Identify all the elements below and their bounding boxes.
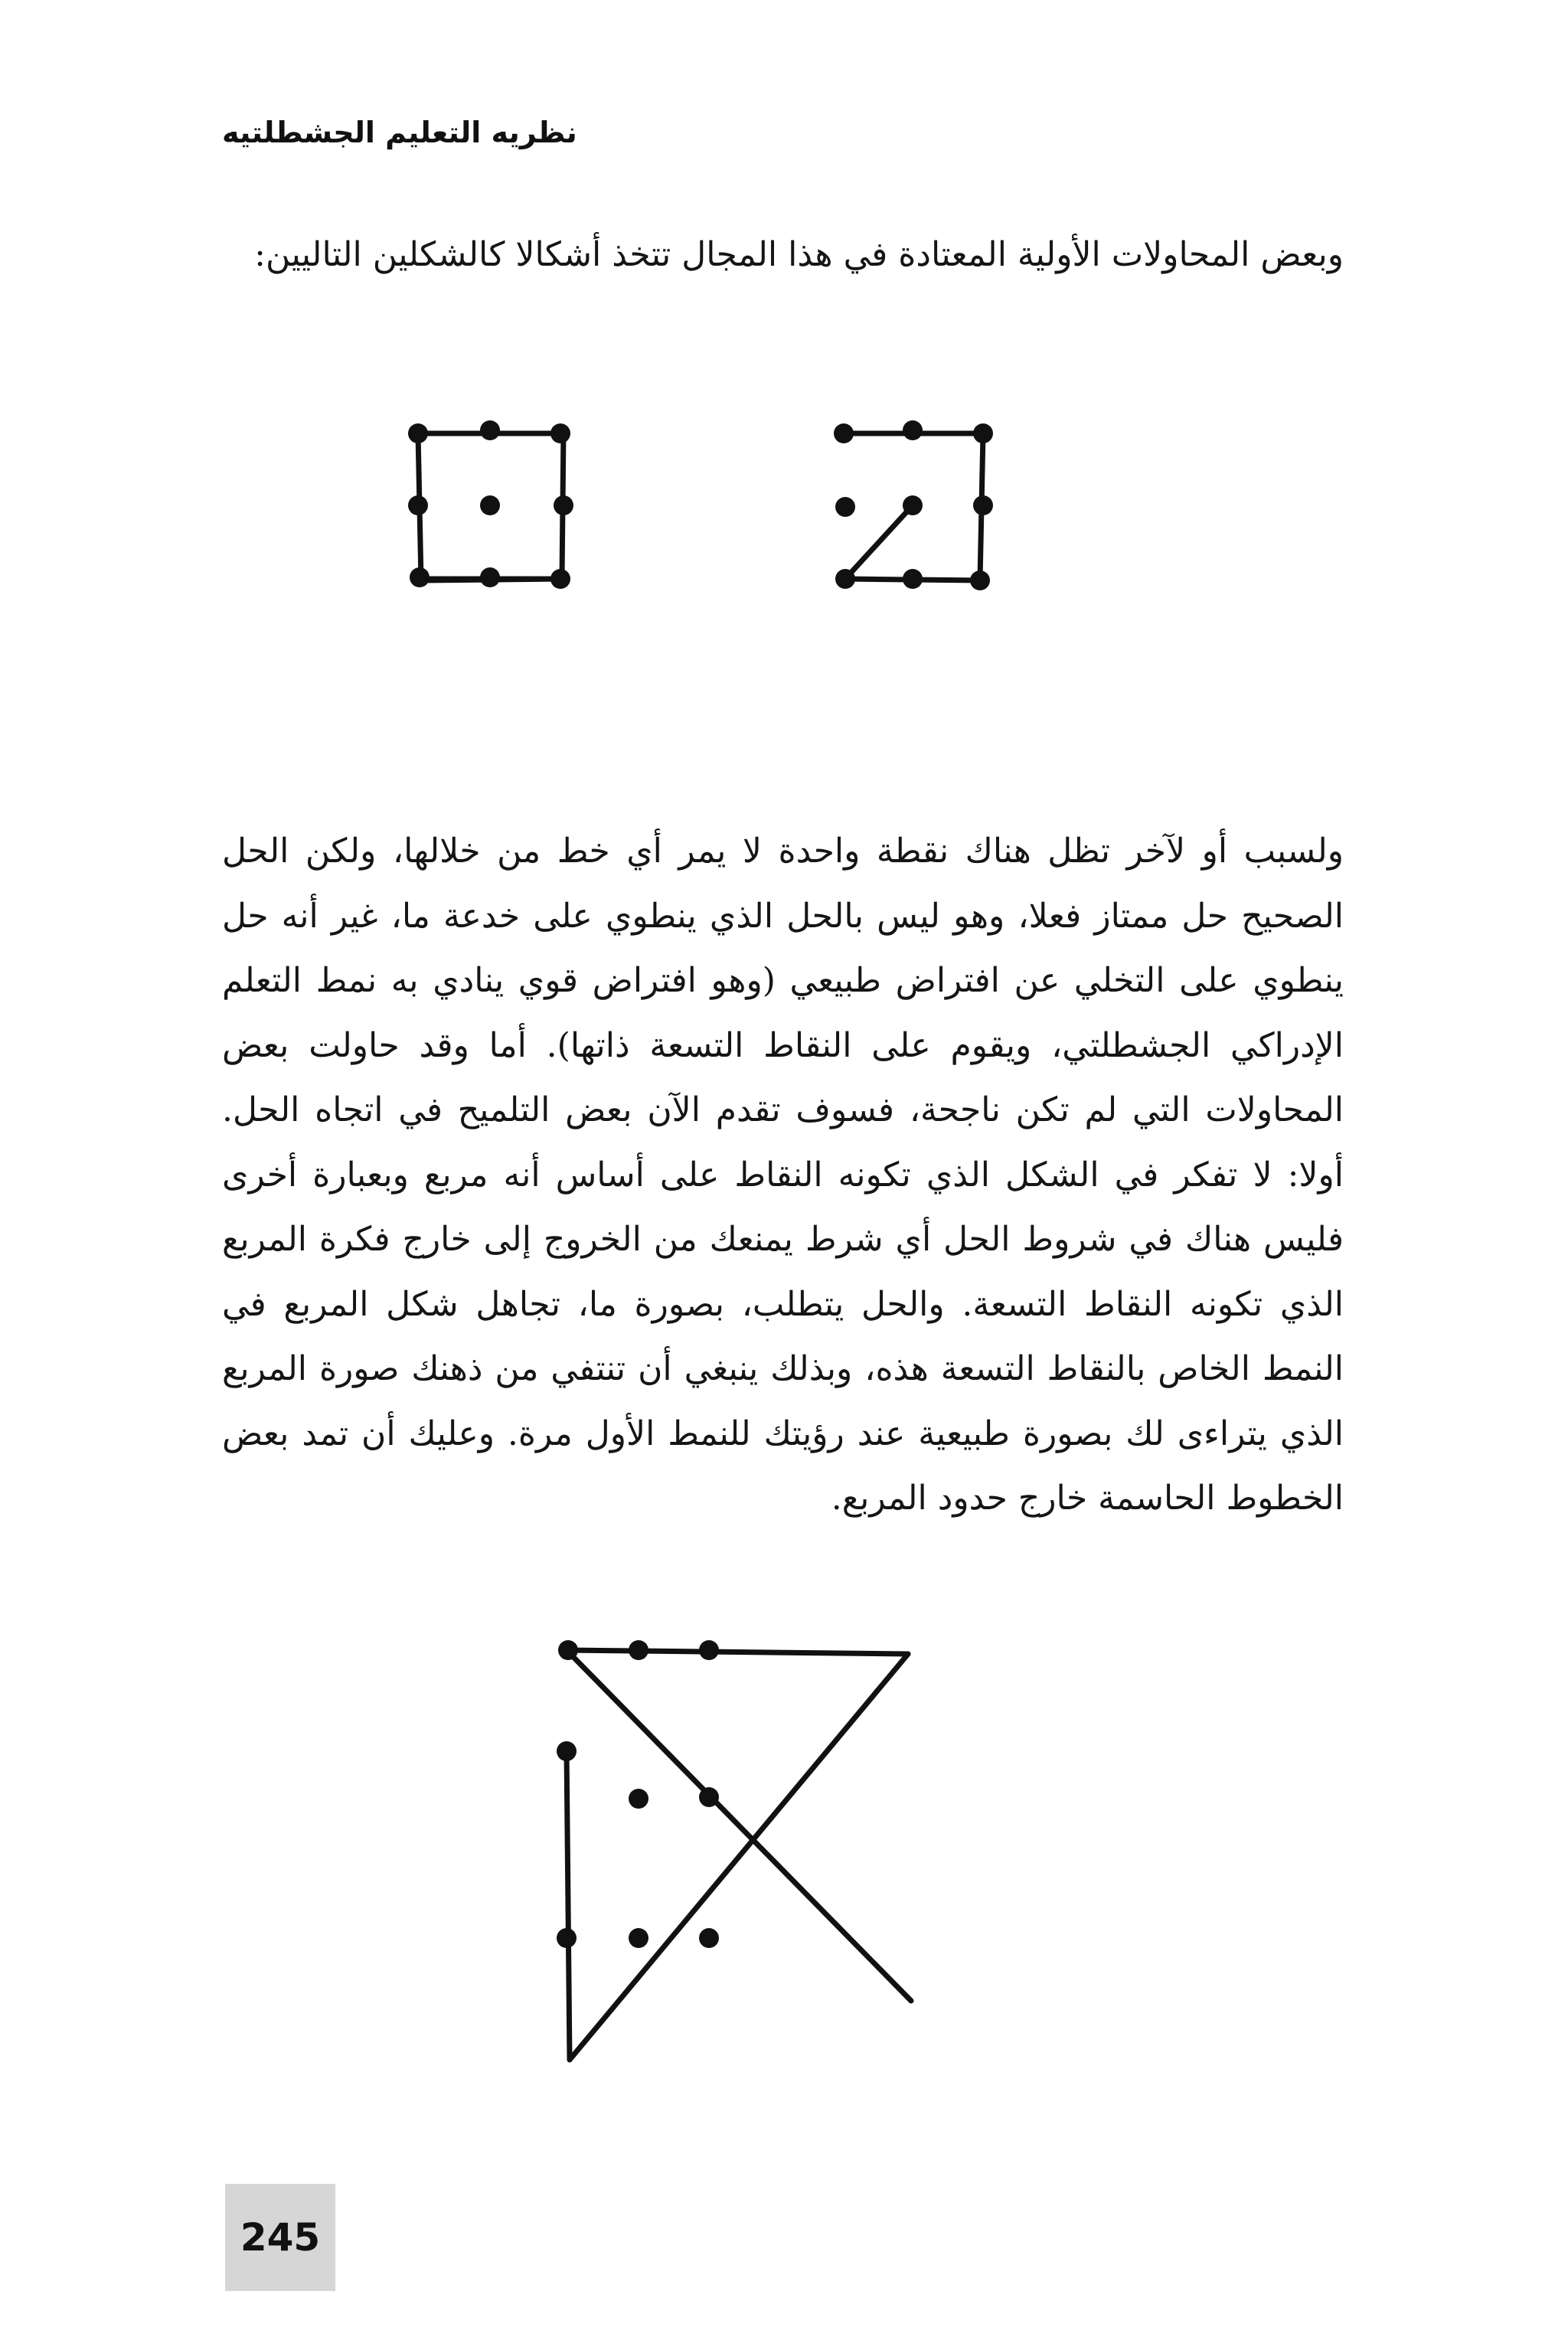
explanation-paragraph: ولسبب أو لآخر تظل هناك نقطة واحدة لا يمر أي خط من خلالها، ولكن الحل الصحيح حل ممتاز فعلا، وهو ليس بالحل الذي ينطوي على خدعة ما، غير أنه حل ينطوي على التخلي عن افتراض طبيعي (وهو افتراض قوي ينادي به نمط التعلم الإدراكي الجشطلتي، ويقوم على النقاط التسعة ذاتها). أما وقد حاولت بعض المحاولات التي لم تكن ناجحة، فسوف تقدم الآن بعض التلميح في اتجاه الحل. أولا: لا تفكر في الشكل الذي تكونه النقاط على أساس أنه مربع وبعبارة أخرى فليس هناك في شروط الحل أي شرط يمنعك من الخروج إلى خارج فكرة المربع الذي تكونه النقاط التسعة. والحل يتطلب، بصورة ما، تجاهل شكل المربع في النمط الخاص بالنقاط التسعة هذه، وبذلك ينبغي أن تنتفي من ذهنك صورة المربع الذي يتراءى لك بصورة طبيعية عند رؤيتك للنمط الأول مرة. وعليك أن تمد بعض الخطوط الحاسمة خارج حدود المربع. (222, 832, 1344, 1518)
nine-dot-solution-icon (567, 1650, 911, 2060)
page-number: 245 (240, 2215, 321, 2260)
nine-dot-attempts-figure (398, 398, 1171, 735)
nine-dot-solution-dots (557, 1640, 719, 1948)
nine-dot-solution-figure (536, 1627, 1034, 2087)
running-head-title: نظريه التعليم الجشطلتيه (222, 116, 577, 149)
nine-dot-attempt-left-dots (408, 420, 573, 589)
page-number-box (225, 2184, 335, 2291)
intro-paragraph: وبعض المحاولات الأولية المعتادة في هذا المجال تتخذ أشكالا كالشكلين التاليين: (254, 235, 1344, 274)
